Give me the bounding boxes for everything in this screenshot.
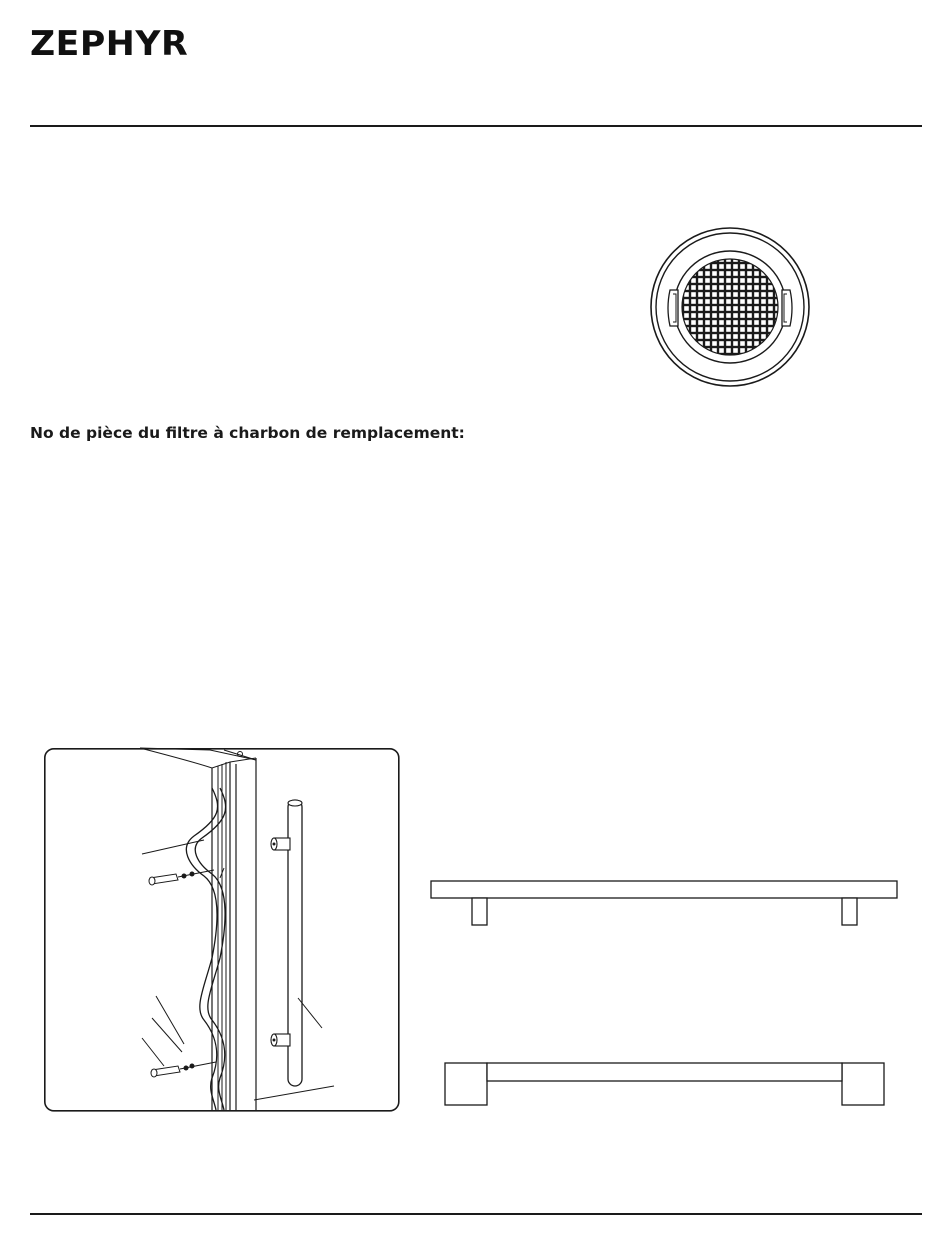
charcoal-filter-icon [648, 228, 812, 386]
footer-divider [30, 1213, 922, 1215]
towel-bar-handle-icon [444, 1060, 888, 1110]
brand-logo: ZEPHYR [30, 24, 189, 64]
header-divider [30, 125, 922, 127]
bar-handle-icon [430, 878, 900, 928]
replacement-filter-part-label: No de pièce du filtre à charbon de remplacement: [30, 424, 465, 442]
door-handle-installation-icon [44, 748, 400, 1112]
